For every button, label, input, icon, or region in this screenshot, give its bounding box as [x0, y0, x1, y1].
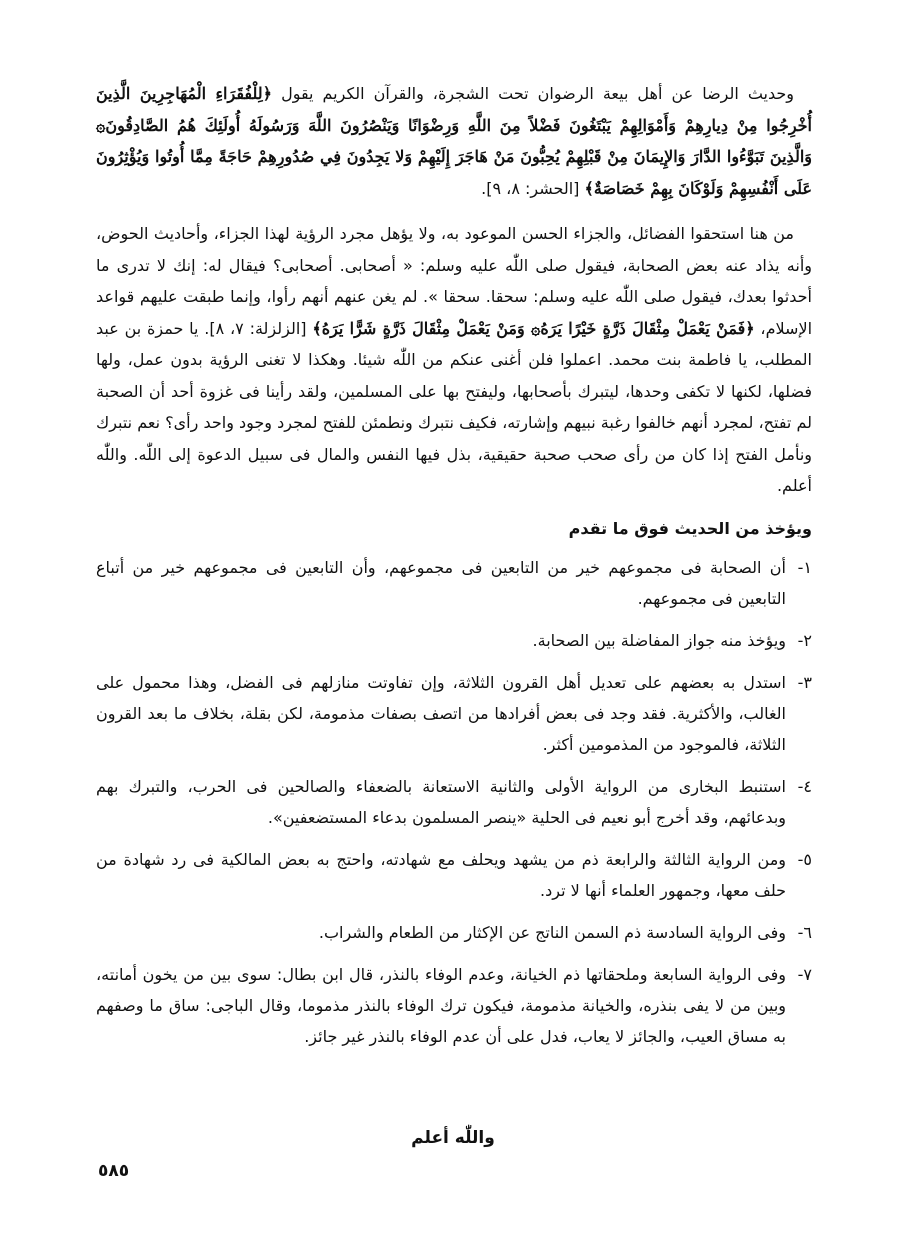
page-number: ٥٨٥: [98, 1161, 130, 1181]
second-paragraph: [96, 218, 812, 502]
list-item-number: ٤-: [797, 776, 812, 796]
conclusions-list: [96, 552, 812, 1052]
list-item: [96, 917, 812, 948]
list-item: [96, 552, 812, 614]
list-item-number: ٧-: [797, 964, 812, 984]
list-item-number: ٦-: [797, 922, 812, 942]
list-item-text: وفى الرواية السادسة ذم السمن الناتج عن الإكثار من الطعام والشراب.: [318, 922, 786, 942]
list-item-number: ٣-: [797, 672, 812, 692]
quran-verse-zalzala: ﴿فَمَنْ يَعْمَلْ مِثْقَالَ ذَرَّةٍ خَيْرًا يَرَهُ۞ وَمَنْ يَعْمَلْ مِثْقَالَ ذَرَّةٍ شَرًّا يَرَهُ﴾: [312, 318, 755, 338]
list-item-text: استنبط البخارى من الرواية الأولى والثانية الاستعانة بالضعفاء والصالحين فى الحرب، والتبرك بهم وبدعائهم، وقد أخرج أبو نعيم فى الحلية «ينصر المسلمون بدعاء المستضعفين».: [96, 776, 786, 827]
list-item: [96, 771, 812, 833]
page-body: [96, 78, 812, 1063]
list-item-text: ويؤخذ منه جواز المفاضلة بين الصحابة.: [532, 630, 786, 650]
second-paragraph-text-before: من هنا استحقوا الفضائل، والجزاء الحسن الموعود به، ولا يؤهل مجرد الرؤية لهذا الجزاء، وأحاديث الحوض، وأنه يذاد عنه بعض الصحابة، فيقول صلى اللّٰه عليه وسلم: « أصحابى. أصحابى؟ فيقال له: إنك لا تدرى ما أحدثوا بعدك، فيقول صلى اللّٰه عليه وسلم: سحقا. سحقا ». لم يغن عنهم أنهم رأوا، وإنما طبقت عليهم قواعد الإسلام،: [96, 224, 813, 338]
quran-verse-hashr: ﴿لِلْفُقَرَاءِ الْمُهَاجِرِينَ الَّذِينَ أُخْرِجُوا مِنْ دِيارِهِمْ وَأَمْوَالِهِمْ يَبْتَغُونَ فَضْلاً مِنَ اللَّهِ وَرِضْوَانًا وَيَنْصُرُونَ اللَّهَ وَرَسُولَهُ أُولَئِكَ هُمُ الصَّادِقُونَ۞ وَالَّذِينَ تَبَوَّءُوا الدَّارَ وَالإِيمَانَ مِنْ قَبْلِهِمْ يُحِبُّونَ مَنْ هَاجَرَ إِلَيْهِمْ وَلا يَجِدُونَ فِي صُدُورِهِمْ حَاجَةً مِمَّا أُوتُوا وَيُؤْثِرُونَ عَلَى أَنْفُسِهِمْ وَلَوْكَانَ بِهِمْ خَصَاصَةٌ﴾: [96, 84, 813, 198]
list-item-number: ١-: [797, 557, 812, 577]
second-paragraph-text-after: [الزلزلة: ٧، ٨]. يا حمزة بن عبد المطلب، يا فاطمة بنت محمد. اعملوا فلن أغنى عنكم من اللّٰه شيئا. وهكذا لا تغنى الرؤية بدون عمل، ولها فضلها، لكنها لا تكفى وحدها، ليتبرك بأصحابها، وليفتح بها على المسلمين، ولقد رأينا فى غزوة أحد أن الصحبة لم تفتح، لمجرد أنهم خالفوا رغبة نبيهم وإشارته، فكيف نتبرك ونطمئن للفتح لمجرد وجود واحد رأى؟ نعم نتبرك ونأمل الفتح إذا كان من رأى صحب صحبة حقيقية، بذل فيها النفس والمال فى سبيل الدعوة إلى اللّٰه. واللّٰه أعلم.: [96, 318, 812, 495]
list-item-text: وفى الرواية السابعة وملحقاتها ذم الخيانة، وعدم الوفاء بالنذر، قال ابن بطال: سوى بين من يخون أمانته، وبين من لا يفى بنذره، والخيانة مذمومة، فيكون ترك الوفاء بالنذر مذموما، وقال الباجى: ساق ما وصفهم به مساق العيب، والجائز لا يعاب، فدل على أن عدم الوفاء بالنذر غير جائز.: [96, 964, 786, 1046]
list-item: [96, 625, 812, 656]
list-item-number: ٥-: [797, 849, 812, 869]
section-subheading: ويؤخذ من الحديث فوق ما تقدم: [568, 518, 812, 538]
list-item: [96, 667, 812, 760]
intro-lead-text: وحديث الرضا عن أهل بيعة الرضوان تحت الشجرة، والقرآن الكريم يقول: [272, 84, 794, 103]
list-item: [96, 959, 812, 1052]
list-item: [96, 844, 812, 906]
list-item-text: أن الصحابة فى مجموعهم خير من التابعين فى مجموعهم، وأن التابعين فى مجموعهم خير من أتباع التابعين فى مجموعهم.: [96, 557, 786, 608]
intro-paragraph: [96, 78, 812, 204]
list-item-text: ومن الرواية الثالثة والرابعة ذم من يشهد ويحلف مع شهادته، واحتج به بعض المالكية فى رد شهادة من حلف معها، وجمهور العلماء أنها لا ترد.: [96, 849, 786, 900]
list-item-number: ٢-: [797, 630, 812, 650]
list-item-text: استدل به بعضهم على تعديل أهل القرون الثلاثة، وإن تفاوتت منازلهم فى الفضل، وهذا محمول على الغالب، والأكثرية. فقد وجد فى بعض أفرادها من اتصف بصفات مذمومة، لكن بقلة، بخلاف ما بعد القرون الثلاثة، فالموجود من المذمومين أكثر.: [96, 672, 786, 754]
citation-hashr: [الحشر: ٨، ٩].: [481, 178, 585, 198]
closing-phrase: واللّٰه أعلم: [411, 1128, 495, 1148]
